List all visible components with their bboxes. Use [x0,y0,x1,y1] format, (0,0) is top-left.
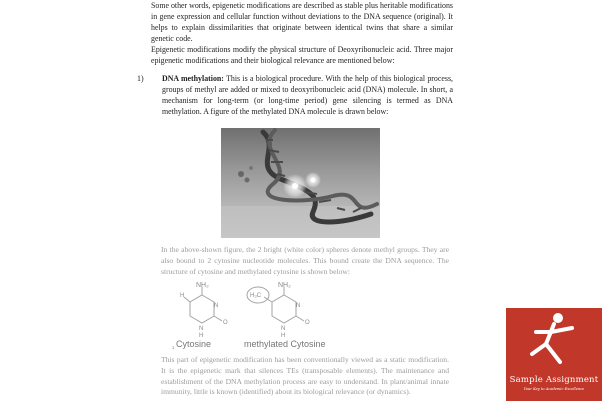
nh-right-label: N [281,326,286,332]
nh2-left-label: NH₂ [196,282,209,289]
cytosine-diagram [168,281,336,353]
n-right-label: N [296,303,301,309]
methylated-cytosine-label: methylated Cytosine [244,339,326,349]
cytosine-structures-figure [168,281,336,353]
dna-helix-image [221,128,380,238]
list-item-text [162,73,453,117]
o-left-label: O [223,320,228,326]
list-item-body: This is a biological procedure. With the help of this biological process, groups of methyl are added or mixed to deoxyribonucleic acid (DNA) molecule. In short, a mechanism for long-term (or long-time period) gene silencing is termed as DNA methylation. A figure of the methylated DNA molecule is drawn below: [162,74,453,116]
intro-paragraph: Some other words, epigenetic modifications are described as stable plus heritable modifications in gene expression and cellular function without deviations to the DNA sequence (original). It helps to explain dissimilarities that originate between identical twins that share a similar genetic code. [151,1,453,43]
figure-emblem-icon [506,308,602,374]
nh-left-label: N [199,326,204,332]
nh2-right-label: NH₂ [278,282,291,289]
h-left-bottom-label: H [199,333,204,339]
logo-name: Sample Assignment [509,375,599,385]
dna-methylation-figure [221,128,380,238]
h-right-bottom-label: H [281,333,286,339]
n-left-label: N [214,303,219,309]
logo-tagline: Your Key to Academic Excellence [523,387,585,391]
closing-paragraph: This part of epigenetic modification has been conventionally viewed as a static modification. It is the epigenetic mark that silences TEs (transposable elements). The maintenance and establishment of the DNA methylation process are easy to understand. In plant/animal innate immunity, little is known (identified) about its biological relevance (or dynamics). [161,355,449,397]
h-label: H [180,293,185,299]
figure-caption-paragraph: In the above-shown figure, the 2 bright (white color) spheres denote methyl groups. They are also bound to 2 cytosine nucleotide molecules. This bound create the DNA sequence. The structure of cytosine and methylated cytosine is shown below: [161,245,449,276]
cytosine-subscript-label: 1 [172,345,175,350]
h3c-label: H₃C [250,293,262,299]
modifications-paragraph: Epigenetic modifications modify the physical structure of Deoxyribonucleic acid. Three major epigenetic modifications and their biological relevance are mentioned below: [151,45,453,65]
list-item-term: DNA methylation: [162,74,224,83]
list-number: 1) [137,74,144,83]
o-right-label: O [305,320,310,326]
sample-assignment-logo [506,308,602,401]
cytosine-label: Cytosine [176,339,212,349]
